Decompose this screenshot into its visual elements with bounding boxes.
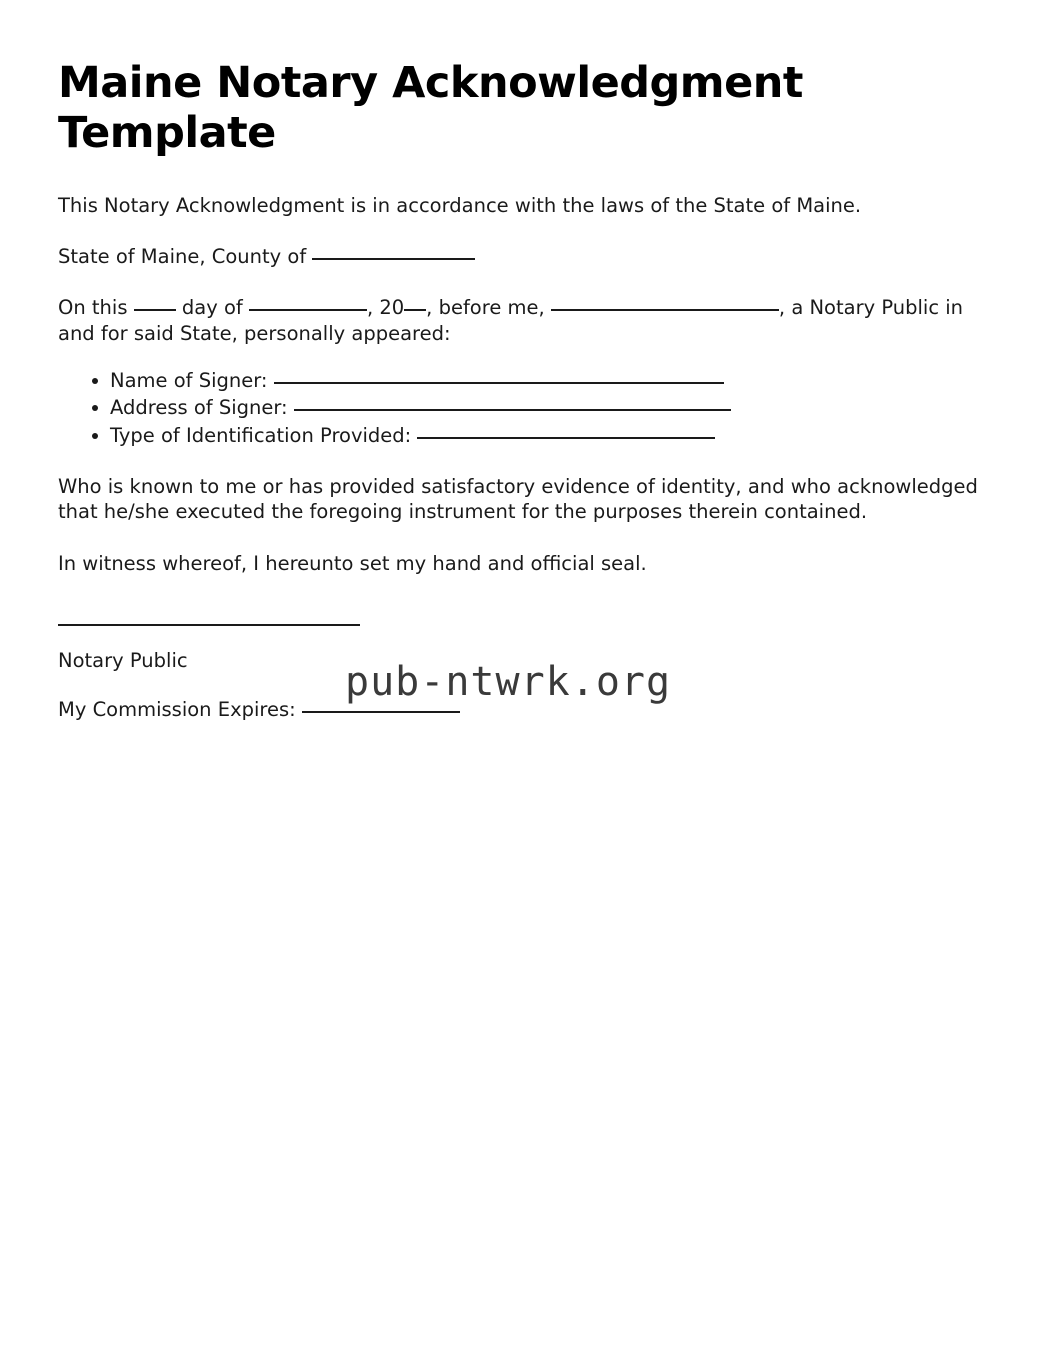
year-blank[interactable]: [404, 295, 426, 311]
commission-expires-label: My Commission Expires:: [58, 698, 302, 722]
list-item: [58, 395, 998, 420]
signature-line[interactable]: [58, 624, 360, 626]
signer-name-blank[interactable]: [274, 368, 724, 384]
on-this-text-5: , a Notary Public in and for said State, personally appeared:: [58, 296, 970, 345]
on-this-text-3: , 20: [366, 296, 405, 320]
on-this-text-4: , before me,: [426, 296, 551, 320]
signer-details-list: [58, 368, 998, 448]
witness-paragraph: In witness whereof, I hereunto set my hand and official seal.: [58, 551, 647, 575]
notary-public-label: Notary Public: [58, 649, 188, 673]
county-blank[interactable]: [312, 244, 475, 260]
site-watermark: pub-ntwrk.org: [345, 659, 672, 705]
identification-type-label: Type of Identification Provided:: [110, 423, 418, 447]
day-blank[interactable]: [134, 295, 176, 311]
page-title: Maine Notary Acknowledgment Template: [58, 58, 803, 159]
signer-address-blank[interactable]: [294, 395, 731, 411]
list-item: [58, 423, 998, 448]
state-county-label: State of Maine, County of: [58, 244, 313, 268]
state-county-line: [58, 244, 998, 269]
bullet-icon: [92, 405, 98, 411]
on-this-text-2: day of: [175, 296, 249, 320]
signer-address-label: Address of Signer:: [110, 396, 294, 420]
document-content: [58, 58, 998, 723]
month-blank[interactable]: [249, 295, 367, 311]
commission-expires-line: [58, 697, 998, 722]
identification-type-blank[interactable]: [417, 423, 715, 439]
list-item: [58, 368, 998, 393]
known-to-me-paragraph: Who is known to me or has provided satisfactory evidence of identity, and who acknowledged that he/she executed the foregoing instrument for the purposes therein contained.: [58, 475, 985, 524]
commission-expires-blank[interactable]: [302, 697, 460, 713]
intro-paragraph: This Notary Acknowledgment is in accordance with the laws of the State of Maine.: [58, 193, 862, 217]
on-this-text-1: On this: [58, 296, 134, 320]
signer-name-label: Name of Signer:: [110, 368, 274, 392]
notary-name-blank[interactable]: [551, 295, 779, 311]
bullet-icon: [92, 433, 98, 439]
bullet-icon: [92, 378, 98, 384]
acknowledgment-date-paragraph: [58, 295, 998, 346]
